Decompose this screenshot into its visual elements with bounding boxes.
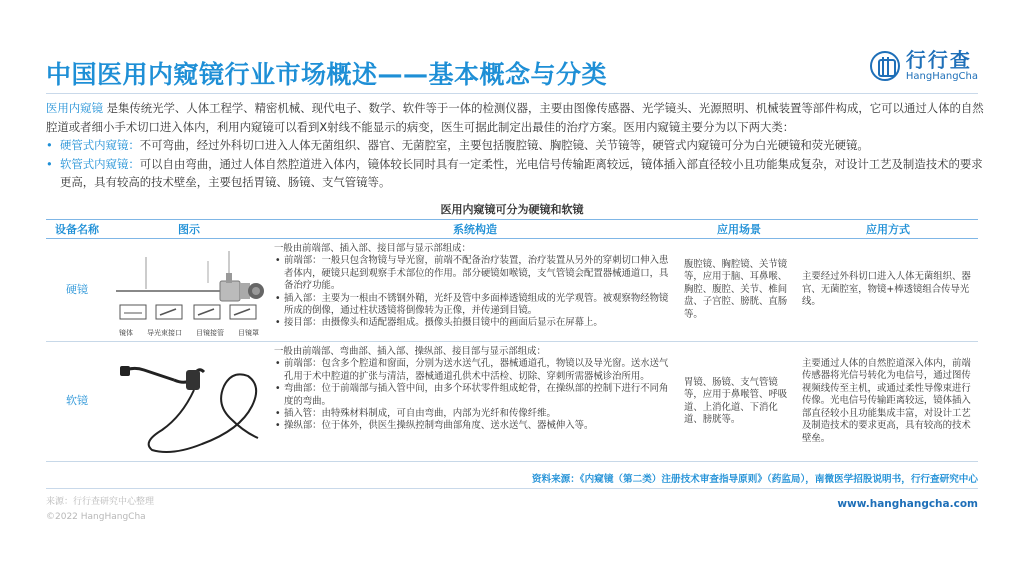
header-device-name: 设备名称: [55, 223, 99, 236]
footer-divider: [46, 488, 978, 489]
rigid-structure-item: • 前端部：一般只包含物镜与导光窗，前端不配备治疗装置，治疗装置从另外的穿刺切口伸入患者体内，硬镜只起到观察手术部位的作用。部分硬镜如喉镜，支气管镜会配置器械通道口，具备治疗功能。: [274, 255, 676, 292]
source-note: 资料来源：《内窥镜（第二类）注册技术审查指导原则》（药监局），南微医学招股说明书，行行查研究中心: [531, 474, 978, 485]
header-structure: 系统构造: [453, 223, 497, 236]
bullet-flexible: [46, 155, 986, 192]
header-illustration: 图示: [178, 223, 200, 236]
page-title: 中国医用内窥镜行业市场概述——基本概念与分类: [46, 60, 608, 89]
rigid-structure-item: • 接目部：由摄像头和适配器组成。摄像头拍摄目镜中的画面后显示在屏幕上。: [274, 317, 676, 329]
flexible-name: 软镜: [66, 394, 88, 408]
title-divider: [46, 93, 978, 94]
header-scenario: 应用场景: [717, 223, 761, 236]
flexible-structure-item: • 前端部：包含多个腔道和窗面，分别为送水送气孔，器械通道孔，物镜以及导光窗。送水送气孔用于术中腔道的扩张与清洁，器械通道孔供术中活检、切除、穿刺所需器械诊治所用。: [274, 358, 676, 383]
flexible-structure-item: • 插入管：由特殊材料制成，可自由弯曲，内部为光纤和传像纤维。: [274, 408, 676, 420]
rigid-structure-item: • 插入部：主要为一根由不锈钢外鞘，光纤及管中多面棒透镜组成的光学观管。被观察物经物镜所成的倒像，通过柱状透镜将倒像转为正像，并传递到目镜。: [274, 293, 676, 318]
footer-source-line: 来源：行行查研究中心整理: [46, 497, 155, 507]
rigid-label-light-port: 导光束接口: [147, 328, 182, 337]
flexible-scenario: 胃镜、肠镜、支气管镜等，应用于鼻喉管、呼吸道、上消化道、下消化道、膀胱等。: [684, 376, 788, 425]
logo-icon: [870, 51, 900, 81]
intro-paragraph: [46, 99, 986, 136]
table-title: 医用内窥镜可分为硬镜和软镜: [440, 203, 584, 216]
table-row-rigid: [46, 239, 978, 342]
logo-en-text: HangHangCha: [905, 71, 978, 82]
intro-section: [46, 99, 986, 192]
flexible-endoscope-icon: [112, 346, 266, 456]
classification-table: [46, 200, 978, 462]
logo-cn-text: 行行查: [905, 48, 972, 72]
table-header: [46, 219, 978, 239]
rigid-endoscope-icon: [112, 243, 266, 325]
rigid-label-body: 镜体: [119, 328, 133, 337]
rigid-label-eyepiece-tube: 目镜接管: [196, 328, 224, 337]
flexible-structure-item: • 操纵部：位于体外，供医生操纵控制弯曲部角度、送水送气、器械伸入等。: [274, 420, 676, 432]
flexible-illustration: [108, 342, 270, 461]
flexible-structure-intro: 一般由前端部、弯曲部、插入部、操纵部、接目部与显示部组成：: [274, 346, 546, 357]
bullet-rigid-text: 不可弯曲，经过外科切口进入人体无菌组织、器官、无菌腔室，主要包括腹腔镜、胸腔镜、关节镜等，硬管式内窥镜可分为白光硬镜和荧光硬镜。: [139, 138, 869, 152]
bullet-rigid-term: 硬管式内窥镜：: [60, 138, 140, 152]
flexible-method: 主要通过人体的自然腔道深入体内，前端传感器将光信号转化为电信号，通过图传视频线传至主机，或通过柔性导像束进行传像。光电信号传输距离较远，镜体插入部直径较小且功能集成丰富，对设计工艺及制造技术的要求更高，具有较高的技术壁垒。: [802, 358, 971, 444]
bullet-rigid: [46, 136, 986, 155]
table-row-flexible: [46, 342, 978, 462]
footer-credits: [46, 495, 154, 525]
intro-text: 是集传统光学、人体工程学、精密机械、现代电子、数学、软件等于一体的检测仪器，主要由图像传感器、光学镜头、光源照明、机械装置等部件构成，它可以通过人体的自然腔道或者细小手术切口进入体内，利用内窥镜可以看到X射线不能显示的病变，医生可据此制定出最佳的治疗方案。医用内窥镜主要分为以下两大类：: [46, 101, 984, 134]
flexible-structure-item: • 弯曲部：位于前端部与插入管中间，由多个环状零件组成蛇骨，在操纵部的控制下进行不同角度的弯曲。: [274, 383, 676, 408]
rigid-name: 硬镜: [66, 282, 88, 296]
brand-logo[interactable]: [870, 50, 978, 82]
rigid-part-labels: [112, 327, 266, 339]
flexible-structure: [270, 342, 680, 461]
footer-copyright: ©2022 HangHangCha: [46, 512, 146, 522]
rigid-structure-intro: 一般由前端部、插入部、接目部与显示部组成：: [274, 243, 471, 254]
bullet-flexible-text: 可以自由弯曲，通过人体自然腔道进入体内，镜体较长同时具有一定柔性，光电信号传输距离较远，镜体插入部直径较小且功能集成复杂，对设计工艺及制造技术的要求更高，具有较高的技术壁垒，主要包括胃镜、肠镜、支气管镜等。: [60, 156, 983, 189]
rigid-label-eyepiece-cap: 目镜罩: [238, 328, 259, 337]
rigid-structure: [270, 239, 680, 341]
rigid-method: 主要经过外科切口进入人体无菌组织、器官、无菌腔室，物镜+棒透镜组合传导光线。: [802, 271, 971, 308]
rigid-illustration: [108, 239, 270, 341]
rigid-scenario: 腹腔镜、胸腔镜、关节镜等，应用于脑、耳鼻喉、胸腔、腹腔、关节、椎间盘、子宫腔、膀胱、直肠等。: [684, 258, 788, 320]
intro-term: 医用内窥镜: [46, 101, 103, 115]
bullet-flexible-term: 软管式内窥镜：: [60, 156, 140, 171]
website-link[interactable]: www.hanghangcha.com: [837, 498, 978, 510]
header-method: 应用方式: [866, 223, 910, 236]
